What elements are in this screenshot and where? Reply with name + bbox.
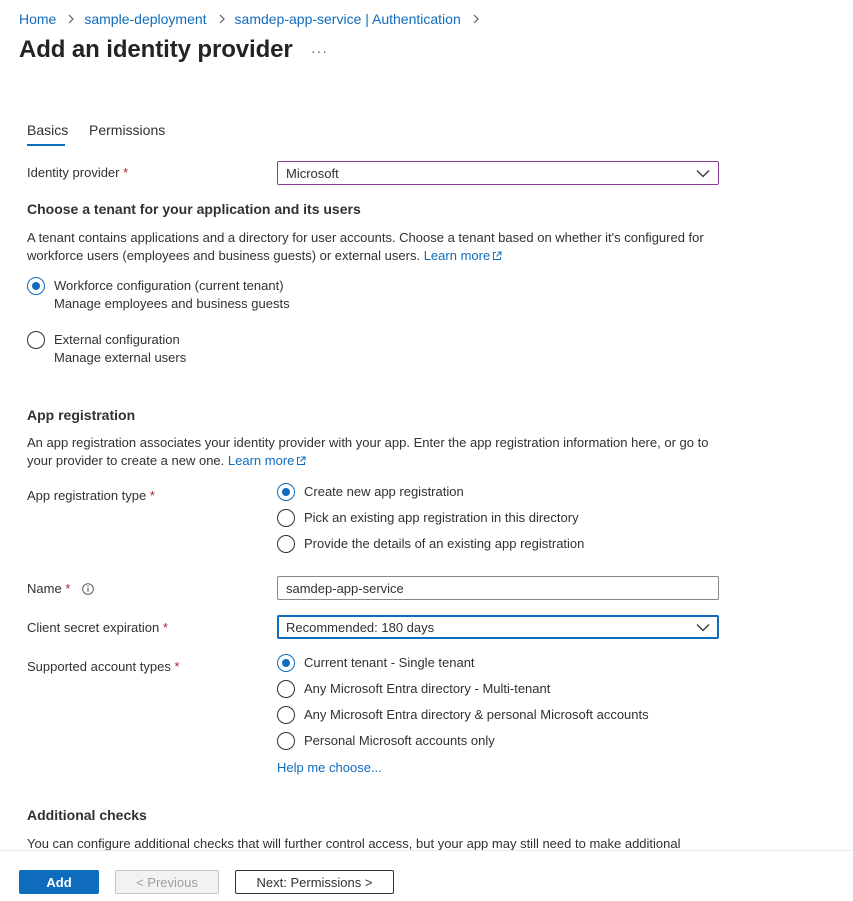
radio-button[interactable] [277, 680, 295, 698]
supported-account-types-label [27, 659, 180, 674]
radio-label: Any Microsoft Entra directory & personal Microsoft accounts [304, 707, 649, 722]
name-input[interactable] [277, 576, 719, 600]
app-registration-description-text: An app registration associates your identity provider with your app. Enter the app registration information here, or go to your provider to create a new one. [27, 435, 709, 468]
app-registration-option-provide-details[interactable] [277, 535, 584, 553]
account-type-option-single-tenant[interactable] [277, 654, 475, 672]
client-secret-expiration-dropdown[interactable] [277, 615, 719, 639]
identity-provider-label [27, 165, 128, 180]
account-type-option-multi-and-personal[interactable] [277, 706, 649, 724]
required-marker: * [65, 581, 71, 596]
client-secret-expiration-value: Recommended: 180 days [286, 619, 435, 635]
tenant-description-text: A tenant contains applications and a directory for user accounts. Choose a tenant based on whether it's configured for workforce users (employees and business guests) or external users. [27, 230, 704, 263]
previous-button[interactable]: < Previous [115, 870, 219, 894]
radio-button[interactable] [277, 706, 295, 724]
name-input-value: samdep-app-service [286, 580, 404, 596]
radio-button[interactable] [27, 277, 45, 295]
client-secret-expiration-label [27, 620, 168, 635]
breadcrumb-authentication[interactable]: samdep-app-service | Authentication [234, 11, 461, 27]
tenant-option-label: Workforce configuration (current tenant) [54, 278, 284, 293]
radio-label: Provide the details of an existing app registration [304, 536, 585, 551]
radio-button[interactable] [277, 509, 295, 527]
radio-button[interactable] [277, 654, 295, 672]
chevron-right-icon [218, 14, 226, 24]
supported-account-types-label-text: Supported account types [27, 659, 171, 674]
tab-basics[interactable]: Basics [27, 122, 69, 138]
app-registration-type-label-text: App registration type [27, 488, 147, 503]
tab-permissions[interactable]: Permissions [89, 122, 166, 138]
tenant-option-sub: Manage employees and business guests [54, 296, 290, 311]
tab-active-indicator [27, 144, 65, 146]
tenant-heading: Choose a tenant for your application and its users [27, 201, 361, 217]
radio-button[interactable] [277, 535, 295, 553]
app-registration-type-label [27, 488, 155, 503]
required-marker: * [149, 488, 155, 503]
identity-provider-dropdown[interactable] [277, 161, 719, 185]
tenant-learn-more-text: Learn more [423, 248, 491, 263]
breadcrumb-home[interactable]: Home [19, 11, 57, 27]
radio-button[interactable] [277, 732, 295, 750]
tenant-option-sub: Manage external users [54, 350, 187, 365]
chevron-down-icon [696, 169, 710, 178]
chevron-right-icon [472, 14, 480, 24]
identity-provider-label-text: Identity provider [27, 165, 120, 180]
radio-button[interactable] [27, 331, 45, 349]
external-link-icon [296, 453, 306, 471]
required-marker: * [162, 620, 168, 635]
client-secret-expiration-label-text: Client secret expiration [27, 620, 160, 635]
help-me-choose-link[interactable]: Help me choose... [277, 760, 382, 775]
tenant-learn-more-link[interactable] [424, 248, 502, 263]
app-registration-option-create[interactable] [277, 483, 464, 501]
app-registration-heading: App registration [27, 407, 136, 423]
radio-label: Personal Microsoft accounts only [304, 733, 495, 748]
name-label [27, 581, 94, 596]
footer-divider [0, 850, 853, 851]
app-registration-learn-more-text: Learn more [227, 453, 295, 468]
name-label-text: Name [27, 581, 62, 596]
radio-label: Any Microsoft Entra directory - Multi-tenant [304, 681, 551, 696]
info-icon[interactable] [82, 583, 94, 595]
more-options-button[interactable]: ··· [311, 43, 328, 59]
tenant-option-label: External configuration [54, 332, 180, 347]
app-registration-description [27, 434, 727, 471]
additional-checks-heading: Additional checks [27, 807, 147, 823]
radio-button[interactable] [277, 483, 295, 501]
page-title: Add an identity provider [19, 36, 293, 63]
required-marker: * [123, 165, 129, 180]
next-permissions-button[interactable]: Next: Permissions > [235, 870, 394, 894]
radio-label: Current tenant - Single tenant [304, 655, 475, 670]
additional-checks-description: You can configure additional checks that will further control access, but your app may still need to make additional [27, 836, 681, 850]
app-registration-option-pick-existing[interactable] [277, 509, 579, 527]
radio-label: Pick an existing app registration in this directory [304, 510, 579, 525]
identity-provider-value: Microsoft [286, 165, 339, 181]
tenant-option-external[interactable] [27, 331, 186, 367]
tenant-description [27, 229, 727, 266]
external-link-icon [492, 248, 502, 266]
add-button[interactable]: Add [19, 870, 99, 894]
breadcrumb-deployment[interactable]: sample-deployment [84, 11, 207, 27]
tenant-option-workforce[interactable] [27, 277, 290, 313]
chevron-right-icon [67, 14, 75, 24]
radio-label: Create new app registration [304, 484, 464, 499]
chevron-down-icon [696, 623, 710, 632]
app-registration-learn-more-link[interactable] [228, 453, 306, 468]
breadcrumb [19, 10, 489, 28]
account-type-option-personal-only[interactable] [277, 732, 495, 750]
required-marker: * [174, 659, 180, 674]
account-type-option-multi-tenant[interactable] [277, 680, 550, 698]
